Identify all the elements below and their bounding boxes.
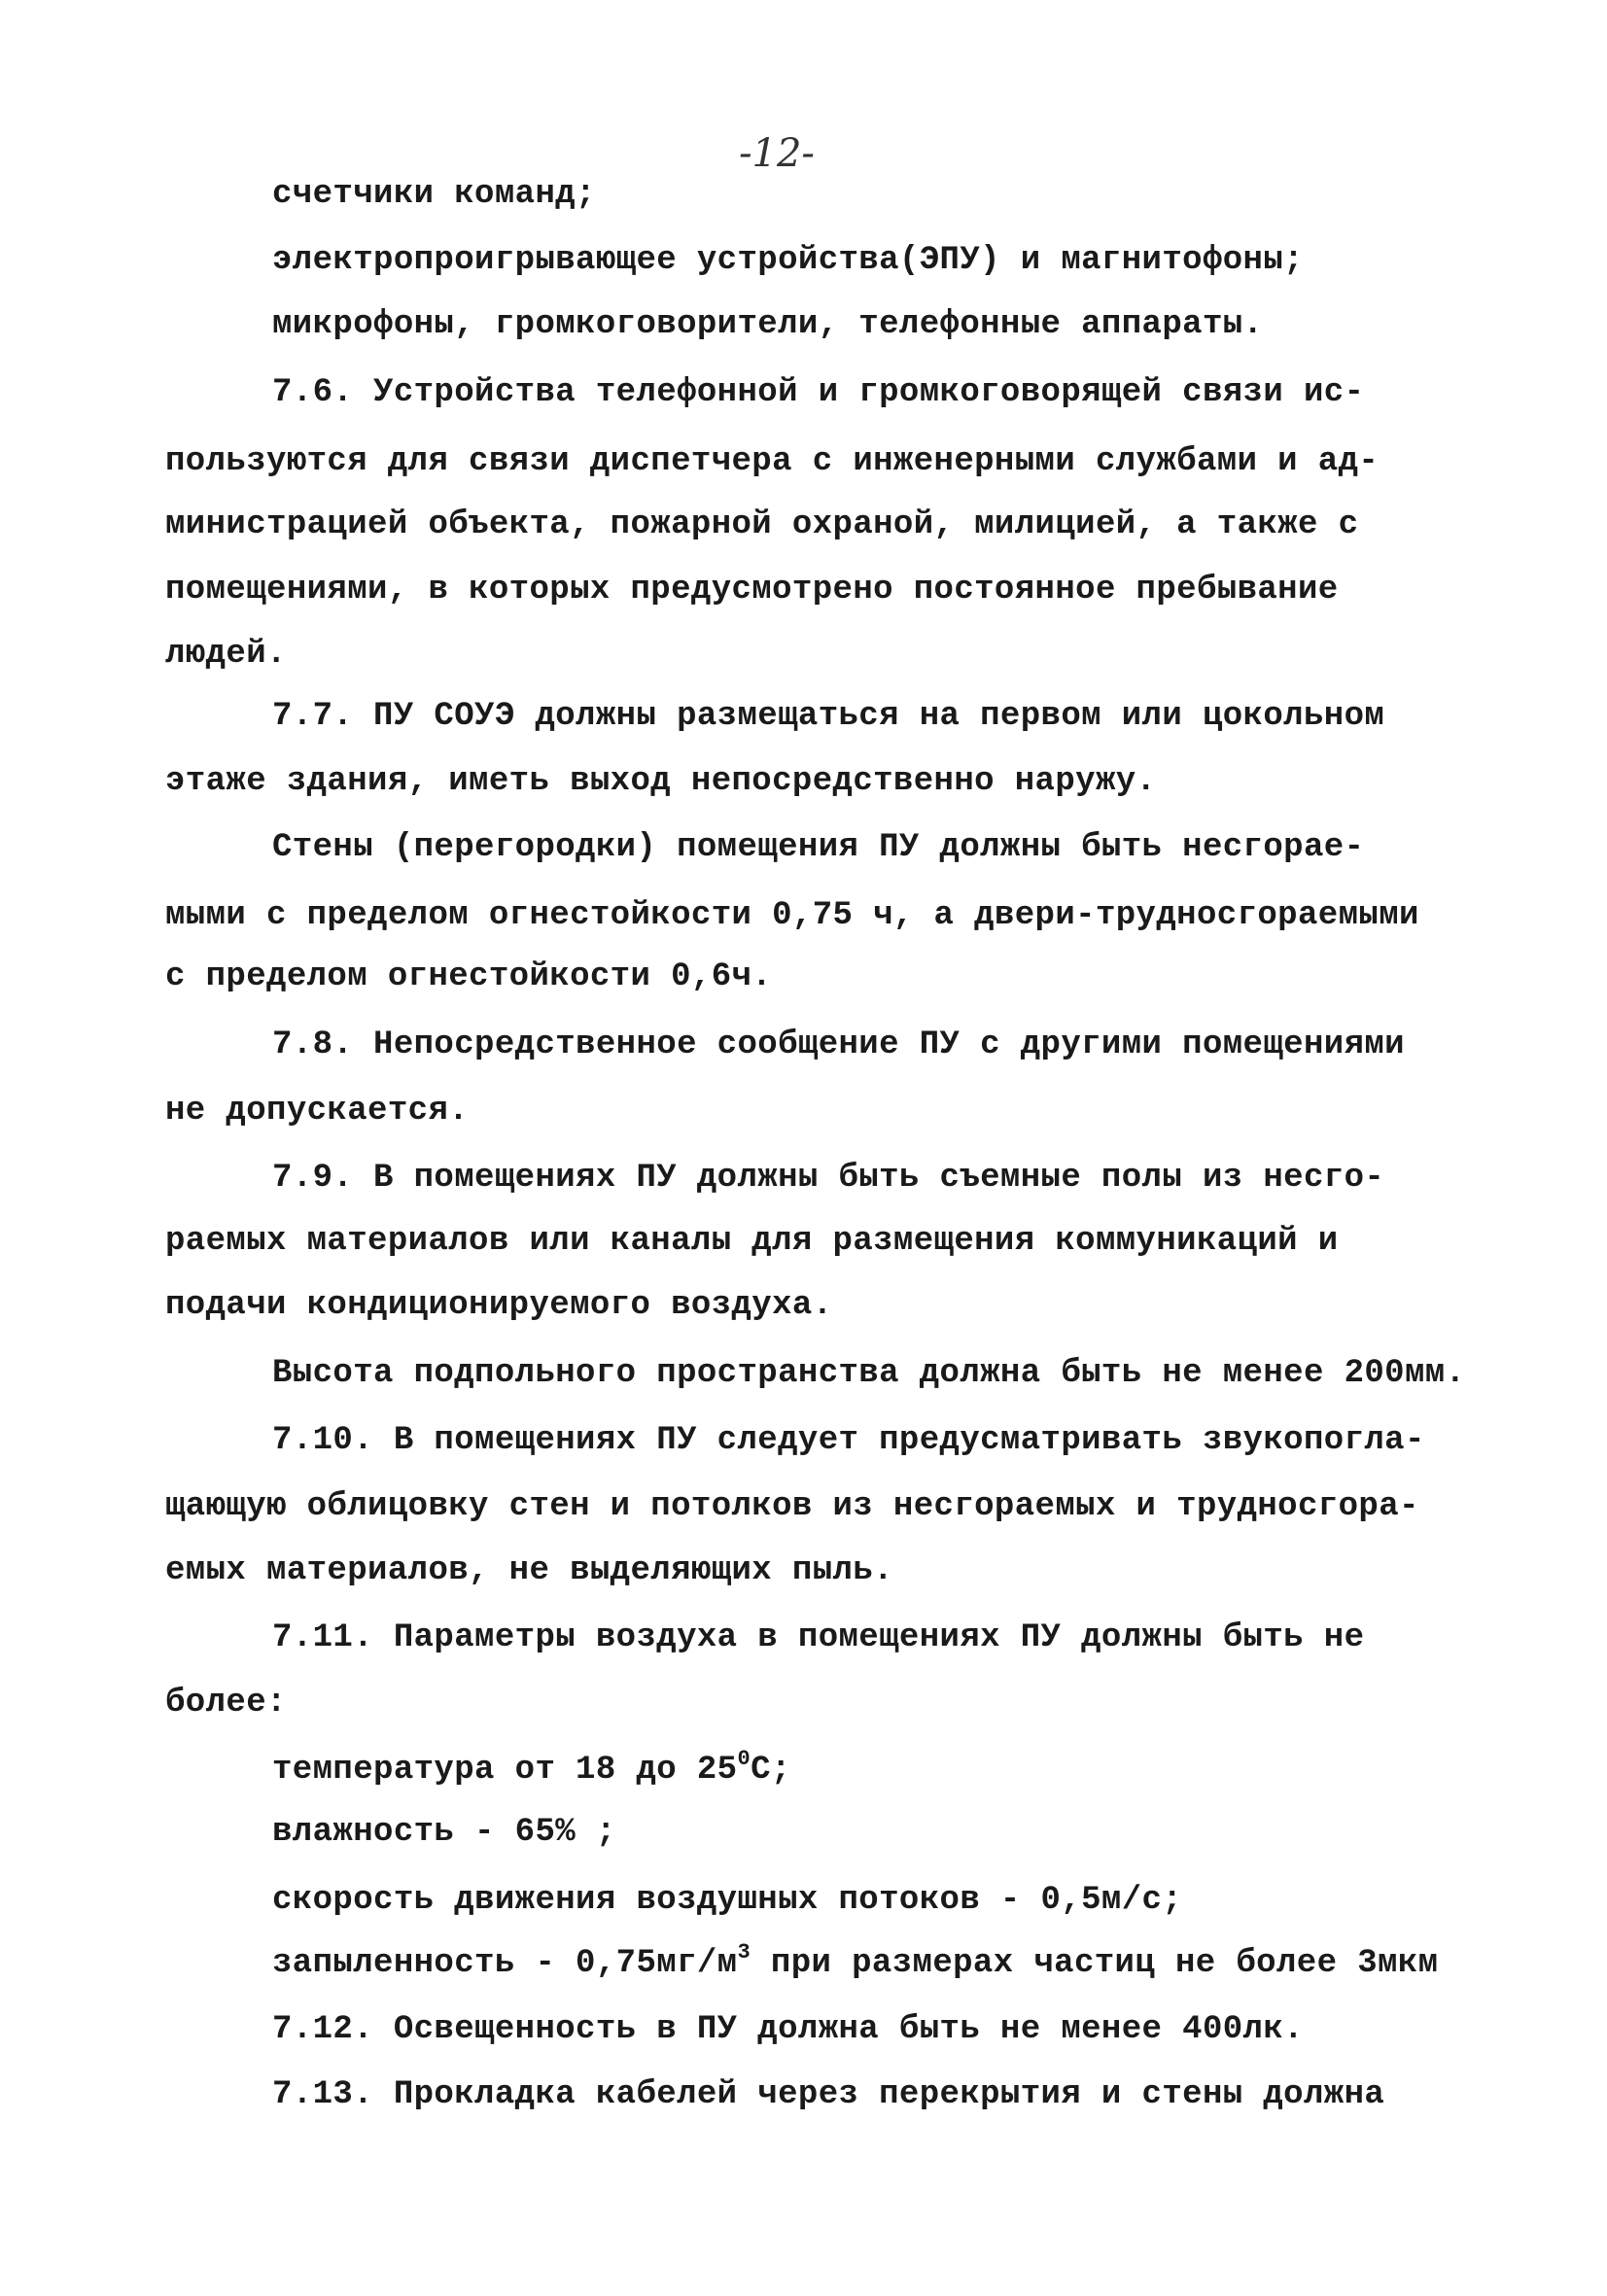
text-line: Стены (перегородки) помещения ПУ должны быть несгорае- xyxy=(272,829,1365,866)
text-line: министрацией объекта, пожарной охраной, милицией, а также с xyxy=(165,506,1359,543)
text-line: Высота подпольного пространства должна быть не менее 200мм. xyxy=(272,1355,1466,1392)
text-line xyxy=(272,1747,791,1790)
text-line: с пределом огнестойкости 0,6ч. xyxy=(165,958,773,995)
paragraph-7-6-line: 7.6. Устройства телефонной и громкоговорящей связи ис- xyxy=(272,374,1365,411)
text-line: подачи кондиционируемого воздуха. xyxy=(165,1287,833,1324)
paragraph-7-9-line: 7.9. В помещениях ПУ должны быть съемные полы из несго- xyxy=(272,1160,1385,1197)
text-line: раемых материалов или каналы для размещения коммуникаций и xyxy=(165,1223,1339,1260)
text-line: микрофоны, громкоговорители, телефонные аппараты. xyxy=(272,306,1264,343)
text-line: не допускается. xyxy=(165,1093,470,1130)
dust-text-rest: при размерах частиц не более 3мкм xyxy=(751,1945,1439,1982)
page-number: -12- xyxy=(739,131,815,176)
text-line: скорость движения воздушных потоков - 0,5м/с; xyxy=(272,1882,1183,1919)
text-line: помещениями, в которых предусмотрено постоянное пребывание xyxy=(165,572,1339,609)
dust-text: запыленность - 0,75мг/м xyxy=(272,1945,738,1982)
text-line xyxy=(272,1940,1439,1983)
text-line: емых материалов, не выделяющих пыль. xyxy=(165,1552,893,1589)
degree-superscript: 0 xyxy=(737,1747,751,1771)
text-line: людей. xyxy=(165,636,287,673)
paragraph-7-8-line: 7.8. Непосредственное сообщение ПУ с другими помещениями xyxy=(272,1026,1405,1063)
temperature-unit: С; xyxy=(751,1752,791,1789)
text-line: мыми с пределом огнестойкости 0,75 ч, а двери-трудносгораемыми xyxy=(165,897,1419,934)
paragraph-7-11-line: 7.11. Параметры воздуха в помещениях ПУ должны быть не xyxy=(272,1619,1365,1656)
text-line: этаже здания, иметь выход непосредственно наружу. xyxy=(165,763,1157,800)
text-line: пользуются для связи диспетчера с инженерными службами и ад- xyxy=(165,443,1380,480)
paragraph-7-12-line: 7.12. Освещенность в ПУ должна быть не менее 400лк. xyxy=(272,2011,1304,2048)
paragraph-7-10-line: 7.10. В помещениях ПУ следует предусматривать звукопогла- xyxy=(272,1422,1425,1459)
text-line: счетчики команд; xyxy=(272,176,596,213)
temperature-text: температура от 18 до 25 xyxy=(272,1752,738,1789)
text-line: электропроигрывающее устройства(ЭПУ) и магнитофоны; xyxy=(272,242,1304,279)
text-line: влажность - 65% ; xyxy=(272,1814,616,1851)
text-line: более: xyxy=(165,1685,287,1722)
text-line: щающую облицовку стен и потолков из несгораемых и трудносгора- xyxy=(165,1488,1419,1525)
paragraph-7-13-line: 7.13. Прокладка кабелей через перекрытия и стены должна xyxy=(272,2076,1385,2113)
paragraph-7-7-line: 7.7. ПУ СОУЭ должны размещаться на первом или цокольном xyxy=(272,698,1385,735)
cubic-superscript: 3 xyxy=(737,1940,751,1965)
